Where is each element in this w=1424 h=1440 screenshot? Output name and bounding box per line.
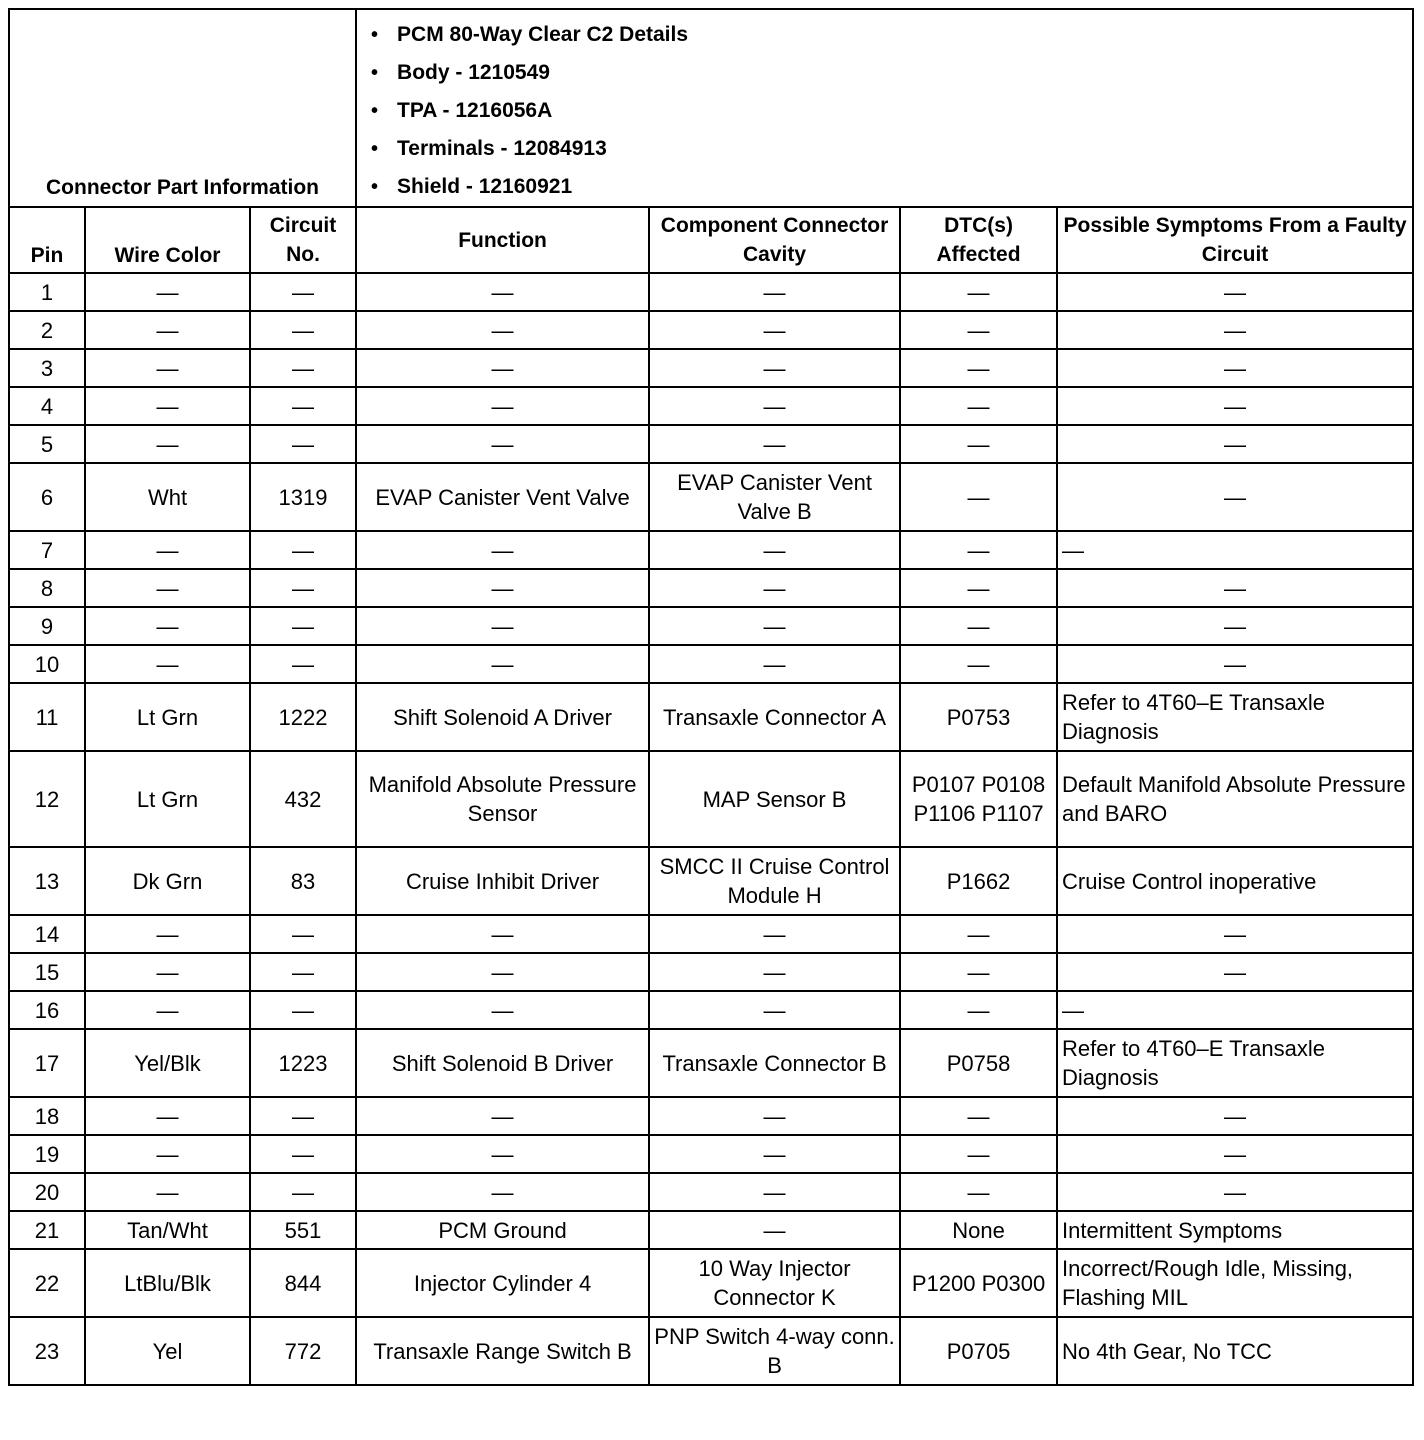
component-cell: — xyxy=(649,1097,900,1135)
symptoms-cell: — xyxy=(1057,607,1413,645)
detail-item: • TPA - 1216056A xyxy=(397,92,1412,130)
component-cell: — xyxy=(649,915,900,953)
table-row xyxy=(9,1097,1413,1135)
function-cell: Shift Solenoid A Driver xyxy=(356,683,649,751)
circuit-cell: 432 xyxy=(250,751,356,847)
function-cell: — xyxy=(356,387,649,425)
connector-document xyxy=(8,8,1412,1386)
table-row xyxy=(9,751,1413,847)
detail-item: • Body - 1210549 xyxy=(397,54,1412,92)
function-cell: Manifold Absolute Pressure Sensor xyxy=(356,751,649,847)
dtc-cell: — xyxy=(900,425,1057,463)
dtc-cell: None xyxy=(900,1211,1057,1249)
function-cell: Injector Cylinder 4 xyxy=(356,1249,649,1317)
circuit-cell: — xyxy=(250,953,356,991)
header-symptoms: Possible Symptoms From a Faulty Circuit xyxy=(1057,207,1413,273)
table-row xyxy=(9,569,1413,607)
symptoms-cell: — xyxy=(1057,1097,1413,1135)
pin-cell: 20 xyxy=(9,1173,85,1211)
table-row xyxy=(9,1135,1413,1173)
header-pin: Pin xyxy=(9,207,85,273)
dtc-cell: P0753 xyxy=(900,683,1057,751)
dtc-cell: — xyxy=(900,953,1057,991)
symptoms-cell: — xyxy=(1057,915,1413,953)
table-row xyxy=(9,847,1413,915)
table-row xyxy=(9,915,1413,953)
circuit-cell: — xyxy=(250,531,356,569)
circuit-cell: — xyxy=(250,607,356,645)
symptoms-cell: — xyxy=(1057,1173,1413,1211)
symptoms-cell: — xyxy=(1057,349,1413,387)
wire-color-cell: — xyxy=(85,915,250,953)
component-cell: PNP Switch 4-way conn. B xyxy=(649,1317,900,1385)
function-cell: — xyxy=(356,953,649,991)
component-cell: — xyxy=(649,645,900,683)
component-cell: — xyxy=(649,273,900,311)
circuit-cell: 1319 xyxy=(250,463,356,531)
table-row xyxy=(9,645,1413,683)
wire-color-cell: — xyxy=(85,1135,250,1173)
circuit-cell: — xyxy=(250,273,356,311)
table-row xyxy=(9,1029,1413,1097)
symptoms-cell: — xyxy=(1057,463,1413,531)
function-cell: — xyxy=(356,531,649,569)
wire-color-cell: — xyxy=(85,425,250,463)
pin-cell: 6 xyxy=(9,463,85,531)
detail-item: • Shield - 12160921 xyxy=(397,168,1412,206)
wire-color-cell: — xyxy=(85,1097,250,1135)
wire-color-cell: — xyxy=(85,645,250,683)
component-cell: — xyxy=(649,425,900,463)
function-cell: — xyxy=(356,915,649,953)
function-cell: — xyxy=(356,311,649,349)
wire-color-cell: — xyxy=(85,311,250,349)
pin-cell: 12 xyxy=(9,751,85,847)
dtc-cell: P0107 P0108 P1106 P1107 xyxy=(900,751,1057,847)
pin-cell: 18 xyxy=(9,1097,85,1135)
symptoms-cell: Default Manifold Absolute Pressure and BARO xyxy=(1057,751,1413,847)
pin-cell: 23 xyxy=(9,1317,85,1385)
circuit-cell: — xyxy=(250,1173,356,1211)
circuit-cell: — xyxy=(250,349,356,387)
symptoms-cell: — xyxy=(1057,425,1413,463)
dtc-cell: — xyxy=(900,991,1057,1029)
pin-cell: 16 xyxy=(9,991,85,1029)
header-circuit-no: Circuit No. xyxy=(250,207,356,273)
function-cell: PCM Ground xyxy=(356,1211,649,1249)
dtc-cell: — xyxy=(900,645,1057,683)
symptoms-cell: Incorrect/Rough Idle, Missing, Flashing MIL xyxy=(1057,1249,1413,1317)
component-cell: — xyxy=(649,531,900,569)
circuit-cell: — xyxy=(250,1097,356,1135)
function-cell: — xyxy=(356,425,649,463)
component-cell: — xyxy=(649,1211,900,1249)
table-row xyxy=(9,463,1413,531)
circuit-cell: — xyxy=(250,991,356,1029)
component-cell: — xyxy=(649,1135,900,1173)
table-row xyxy=(9,1173,1413,1211)
symptoms-cell: Refer to 4T60–E Transaxle Diagnosis xyxy=(1057,1029,1413,1097)
table-row xyxy=(9,607,1413,645)
pin-cell: 14 xyxy=(9,915,85,953)
table-row xyxy=(9,349,1413,387)
symptoms-cell: — xyxy=(1057,273,1413,311)
component-cell: Transaxle Connector B xyxy=(649,1029,900,1097)
pin-cell: 11 xyxy=(9,683,85,751)
table-row xyxy=(9,991,1413,1029)
dtc-cell: — xyxy=(900,915,1057,953)
function-cell: — xyxy=(356,273,649,311)
component-cell: — xyxy=(649,311,900,349)
pin-cell: 7 xyxy=(9,531,85,569)
function-cell: — xyxy=(356,1135,649,1173)
component-cell: — xyxy=(649,387,900,425)
pin-cell: 2 xyxy=(9,311,85,349)
wire-color-cell: — xyxy=(85,991,250,1029)
wire-color-cell: Tan/Wht xyxy=(85,1211,250,1249)
header-component: Component Connector Cavity xyxy=(649,207,900,273)
dtc-cell: — xyxy=(900,463,1057,531)
circuit-cell: — xyxy=(250,311,356,349)
wire-color-cell: Wht xyxy=(85,463,250,531)
circuit-cell: 83 xyxy=(250,847,356,915)
symptoms-cell: Refer to 4T60–E Transaxle Diagnosis xyxy=(1057,683,1413,751)
function-cell: — xyxy=(356,569,649,607)
detail-item: • Terminals - 12084913 xyxy=(397,130,1412,168)
pin-cell: 15 xyxy=(9,953,85,991)
dtc-cell: P0705 xyxy=(900,1317,1057,1385)
connector-part-label: Connector Part Information xyxy=(9,9,356,207)
component-cell: — xyxy=(649,991,900,1029)
component-cell: SMCC II Cruise Control Module H xyxy=(649,847,900,915)
wire-color-cell: Lt Grn xyxy=(85,751,250,847)
dtc-cell: — xyxy=(900,311,1057,349)
component-cell: — xyxy=(649,607,900,645)
circuit-cell: — xyxy=(250,569,356,607)
wire-color-cell: Lt Grn xyxy=(85,683,250,751)
table-row xyxy=(9,1317,1413,1385)
pin-cell: 3 xyxy=(9,349,85,387)
pin-cell: 9 xyxy=(9,607,85,645)
symptoms-cell: — xyxy=(1057,569,1413,607)
symptoms-cell: — xyxy=(1057,645,1413,683)
function-cell: — xyxy=(356,607,649,645)
symptoms-cell: Intermittent Symptoms xyxy=(1057,1211,1413,1249)
wire-color-cell: LtBlu/Blk xyxy=(85,1249,250,1317)
wire-color-cell: — xyxy=(85,531,250,569)
wire-color-cell: Yel xyxy=(85,1317,250,1385)
circuit-cell: — xyxy=(250,1135,356,1173)
component-cell: — xyxy=(649,953,900,991)
wire-color-cell: — xyxy=(85,1173,250,1211)
dtc-cell: — xyxy=(900,607,1057,645)
dtc-cell: P1662 xyxy=(900,847,1057,915)
symptoms-cell: No 4th Gear, No TCC xyxy=(1057,1317,1413,1385)
pin-cell: 22 xyxy=(9,1249,85,1317)
dtc-cell: P0758 xyxy=(900,1029,1057,1097)
component-cell: — xyxy=(649,569,900,607)
circuit-cell: 551 xyxy=(250,1211,356,1249)
pin-cell: 19 xyxy=(9,1135,85,1173)
symptoms-cell: — xyxy=(1057,311,1413,349)
detail-item: • PCM 80-Way Clear C2 Details xyxy=(397,16,1412,54)
component-cell: — xyxy=(649,349,900,387)
dtc-cell: — xyxy=(900,349,1057,387)
function-cell: — xyxy=(356,349,649,387)
symptoms-cell: Cruise Control inoperative xyxy=(1057,847,1413,915)
dtc-cell: — xyxy=(900,1097,1057,1135)
component-cell: 10 Way Injector Connector K xyxy=(649,1249,900,1317)
connector-info-row xyxy=(9,9,1413,207)
symptoms-cell: — xyxy=(1057,1135,1413,1173)
pin-cell: 10 xyxy=(9,645,85,683)
symptoms-cell: — xyxy=(1057,531,1413,569)
function-cell: — xyxy=(356,645,649,683)
dtc-cell: — xyxy=(900,273,1057,311)
function-cell: Transaxle Range Switch B xyxy=(356,1317,649,1385)
wire-color-cell: — xyxy=(85,387,250,425)
dtc-cell: — xyxy=(900,531,1057,569)
function-cell: Cruise Inhibit Driver xyxy=(356,847,649,915)
pin-cell: 17 xyxy=(9,1029,85,1097)
function-cell: Shift Solenoid B Driver xyxy=(356,1029,649,1097)
wire-color-cell: — xyxy=(85,607,250,645)
table-row xyxy=(9,953,1413,991)
component-cell: MAP Sensor B xyxy=(649,751,900,847)
function-cell: — xyxy=(356,1173,649,1211)
wire-color-cell: Yel/Blk xyxy=(85,1029,250,1097)
table-row xyxy=(9,531,1413,569)
table-row xyxy=(9,273,1413,311)
function-cell: — xyxy=(356,991,649,1029)
header-dtc: DTC(s) Affected xyxy=(900,207,1057,273)
circuit-cell: — xyxy=(250,645,356,683)
dtc-cell: — xyxy=(900,387,1057,425)
pin-cell: 1 xyxy=(9,273,85,311)
header-function: Function xyxy=(356,207,649,273)
pin-cell: 4 xyxy=(9,387,85,425)
table-row xyxy=(9,425,1413,463)
symptoms-cell: — xyxy=(1057,953,1413,991)
circuit-cell: 1222 xyxy=(250,683,356,751)
header-row xyxy=(9,207,1413,273)
dtc-cell: — xyxy=(900,569,1057,607)
pin-cell: 13 xyxy=(9,847,85,915)
circuit-cell: 844 xyxy=(250,1249,356,1317)
circuit-cell: — xyxy=(250,387,356,425)
component-cell: Transaxle Connector A xyxy=(649,683,900,751)
wire-color-cell: — xyxy=(85,953,250,991)
pin-cell: 8 xyxy=(9,569,85,607)
header-wire-color: Wire Color xyxy=(85,207,250,273)
wire-color-cell: — xyxy=(85,569,250,607)
circuit-cell: 772 xyxy=(250,1317,356,1385)
function-cell: — xyxy=(356,1097,649,1135)
pin-cell: 5 xyxy=(9,425,85,463)
wire-color-cell: — xyxy=(85,349,250,387)
table-row xyxy=(9,683,1413,751)
table-row xyxy=(9,311,1413,349)
wire-color-cell: — xyxy=(85,273,250,311)
circuit-cell: — xyxy=(250,425,356,463)
symptoms-cell: — xyxy=(1057,991,1413,1029)
pin-cell: 21 xyxy=(9,1211,85,1249)
function-cell: EVAP Canister Vent Valve xyxy=(356,463,649,531)
connector-table xyxy=(8,8,1414,1386)
wire-color-cell: Dk Grn xyxy=(85,847,250,915)
connector-details xyxy=(356,9,1413,207)
component-cell: — xyxy=(649,1173,900,1211)
dtc-cell: — xyxy=(900,1173,1057,1211)
table-row xyxy=(9,1249,1413,1317)
table-row xyxy=(9,387,1413,425)
table-row xyxy=(9,1211,1413,1249)
dtc-cell: — xyxy=(900,1135,1057,1173)
circuit-cell: 1223 xyxy=(250,1029,356,1097)
dtc-cell: P1200 P0300 xyxy=(900,1249,1057,1317)
symptoms-cell: — xyxy=(1057,387,1413,425)
circuit-cell: — xyxy=(250,915,356,953)
component-cell: EVAP Canister Vent Valve B xyxy=(649,463,900,531)
